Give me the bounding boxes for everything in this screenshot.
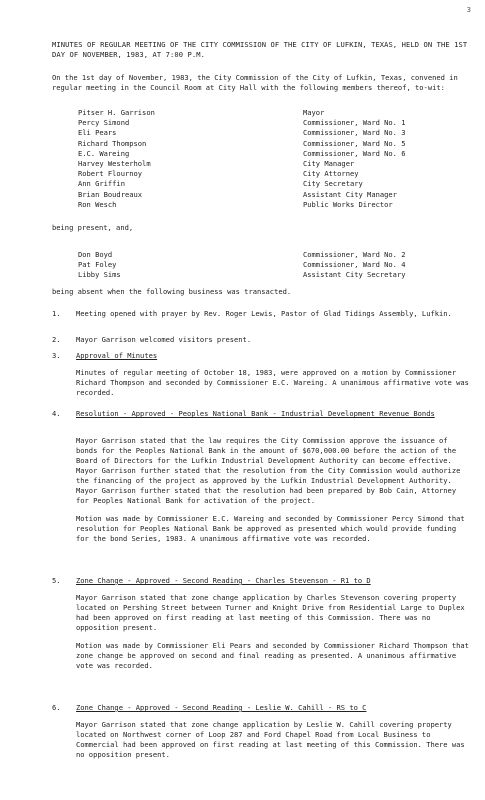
present-member-name: Richard Thompson (78, 138, 147, 148)
present-member-role: Commissioner, Ward No. 3 (303, 128, 406, 138)
present-member-row (78, 118, 448, 128)
absent-member-name: Pat Foley (78, 260, 117, 270)
present-members-list (78, 108, 448, 210)
agenda-item-heading (76, 409, 472, 419)
agenda-item-number: 6. (52, 703, 61, 712)
agenda-item-heading-text: Resolution - Approved - Peoples National Bank - Industrial Development Revenue Bonds (76, 409, 435, 418)
absent-member-row (78, 260, 448, 270)
agenda-item-number: 1. (52, 309, 61, 318)
present-member-role: Assistant City Manager (303, 189, 397, 199)
agenda-item-body (76, 436, 472, 544)
present-member-role: Commissioner, Ward No. 1 (303, 118, 406, 128)
present-member-name: Ann Griffin (78, 179, 125, 189)
absent-member-role: Commissioner, Ward No. 4 (303, 260, 406, 270)
agenda-item-body (76, 593, 472, 671)
present-member-name: E.C. Wareing (78, 148, 130, 158)
present-close-text: being present, and, (52, 223, 134, 232)
agenda-item-heading-text: Zone Change - Approved - Second Reading - Charles Stevenson - R1 to D (76, 576, 371, 585)
agenda-item-paragraph: Motion was made by Commissioner Eli Pears and seconded by Commissioner Richard Thompson that zone change be approved on second and final reading as presented. A unanimous affirmative vote was recorded. (76, 641, 469, 670)
agenda-item-heading (76, 309, 472, 319)
present-member-row (78, 190, 448, 200)
agenda-item-number: 3. (52, 351, 61, 360)
present-member-name: Brian Boudreaux (78, 189, 143, 199)
agenda-item-heading-text: Meeting opened with prayer by Rev. Roger Lewis, Pastor of Glad Tidings Assembly, Lufkin. (76, 309, 452, 318)
agenda-item-heading (76, 335, 472, 345)
document-title: MINUTES OF REGULAR MEETING OF THE CITY COMMISSION OF THE CITY OF LUFKIN, TEXAS, HELD ON THE 1ST DAY OF NOVEMBER, 1983, AT 7:00 P.M. (52, 40, 468, 59)
agenda-item-heading (76, 576, 472, 586)
agenda-item-number: 4. (52, 409, 61, 418)
agenda-item-paragraph: Mayor Garrison stated that zone change application by Charles Stevenson covering property located on Pershing Street between Turner and Knight Drive from Residential Large to Duplex had been approved on first reading at last meeting of this Commission. There was no opposition present. (76, 593, 465, 632)
present-member-row (78, 159, 448, 169)
present-member-role: Public Works Director (303, 199, 393, 209)
agenda-item-paragraph: Mayor Garrison stated that zone change application by Leslie W. Cahill covering property located on Northwest corner of Loop 287 and Ford Chapel Road from Local Business to Commercial had been approved on first reading at last meeting of this Commission. There was no opposition present. (76, 720, 465, 759)
present-member-row (78, 108, 448, 118)
agenda-item-body (76, 720, 472, 760)
agenda-item-heading-text: Approval of Minutes (76, 351, 158, 360)
present-member-name: Eli Pears (78, 128, 117, 138)
present-member-name: Percy Simond (78, 118, 130, 128)
present-member-row (78, 169, 448, 179)
present-member-row (78, 200, 448, 210)
present-member-role: Commissioner, Ward No. 6 (303, 148, 406, 158)
present-member-row (78, 149, 448, 159)
agenda-item-heading-text: Zone Change - Approved - Second Reading - Leslie W. Cahill - RS to C (76, 703, 367, 712)
present-member-role: City Manager (303, 159, 355, 169)
present-member-role: City Attorney (303, 169, 359, 179)
absent-member-row (78, 250, 448, 260)
absent-member-role: Commissioner, Ward No. 2 (303, 250, 406, 259)
agenda-item-heading-text: Mayor Garrison welcomed visitors present. (76, 335, 252, 344)
absent-member-name: Libby Sims (78, 270, 121, 280)
present-member-role: Mayor (303, 108, 325, 117)
intro-paragraph: On the 1st day of November, 1983, the City Commission of the City of Lufkin, Texas, convened in regular meeting in the Council Room at City Hall with the following members thereof, to-wit: (52, 73, 458, 92)
absent-close-text: being absent when the following business was transacted. (52, 287, 292, 296)
agenda-item-paragraph: Motion was made by Commissioner E.C. Wareing and seconded by Commissioner Percy Simond that resolution for Peoples National Bank be approved as presented which would provide funding for the bond Series, 1983. A unanimous affirmative vote was recorded. (76, 514, 465, 543)
agenda-item-body (76, 368, 472, 398)
absent-member-name: Don Boyd (78, 250, 113, 259)
absent-members-list (78, 250, 448, 281)
agenda-item-paragraph: Minutes of regular meeting of October 18, 1983, were approved on a motion by Commissioner Richard Thompson and seconded by Commissioner E.C. Wareing. A unanimous affirmative vote was recorded. (76, 368, 469, 397)
agenda-item-heading (76, 351, 472, 361)
agenda-item-heading (76, 703, 472, 713)
present-member-name: Harvey Westerholm (78, 159, 151, 169)
agenda-item-number: 5. (52, 576, 61, 585)
present-member-row (78, 139, 448, 149)
present-member-name: Robert Flournoy (78, 169, 143, 179)
present-member-name: Pitser H. Garrison (78, 108, 155, 117)
absent-member-row (78, 270, 448, 280)
page-corner-mark: 3 (466, 6, 471, 14)
present-member-row (78, 128, 448, 138)
agenda-item-paragraph: Mayor Garrison stated that the law requires the City Commission approve the issuance of bonds for the Peoples National Bank in the amount of $670,000.00 before the action of the Board of Directors for the Lufkin Industrial Development Authority can become effective. Mayor Garrison further stated that the resolution from the City Commission would authorize the financing of the project as approved by the Lufkin Industrial Development Authority. Mayor Garrison further stated that the resolution had been prepared by Bob Cain, Attorney for Peoples National Bank for activation of the project. (76, 436, 461, 505)
present-member-name: Ron Wesch (78, 199, 117, 209)
absent-member-role: Assistant City Secretary (303, 270, 406, 280)
present-member-row (78, 179, 448, 189)
present-member-role: Commissioner, Ward No. 5 (303, 138, 406, 148)
agenda-item-number: 2. (52, 335, 61, 344)
present-member-role: City Secretary (303, 179, 363, 189)
